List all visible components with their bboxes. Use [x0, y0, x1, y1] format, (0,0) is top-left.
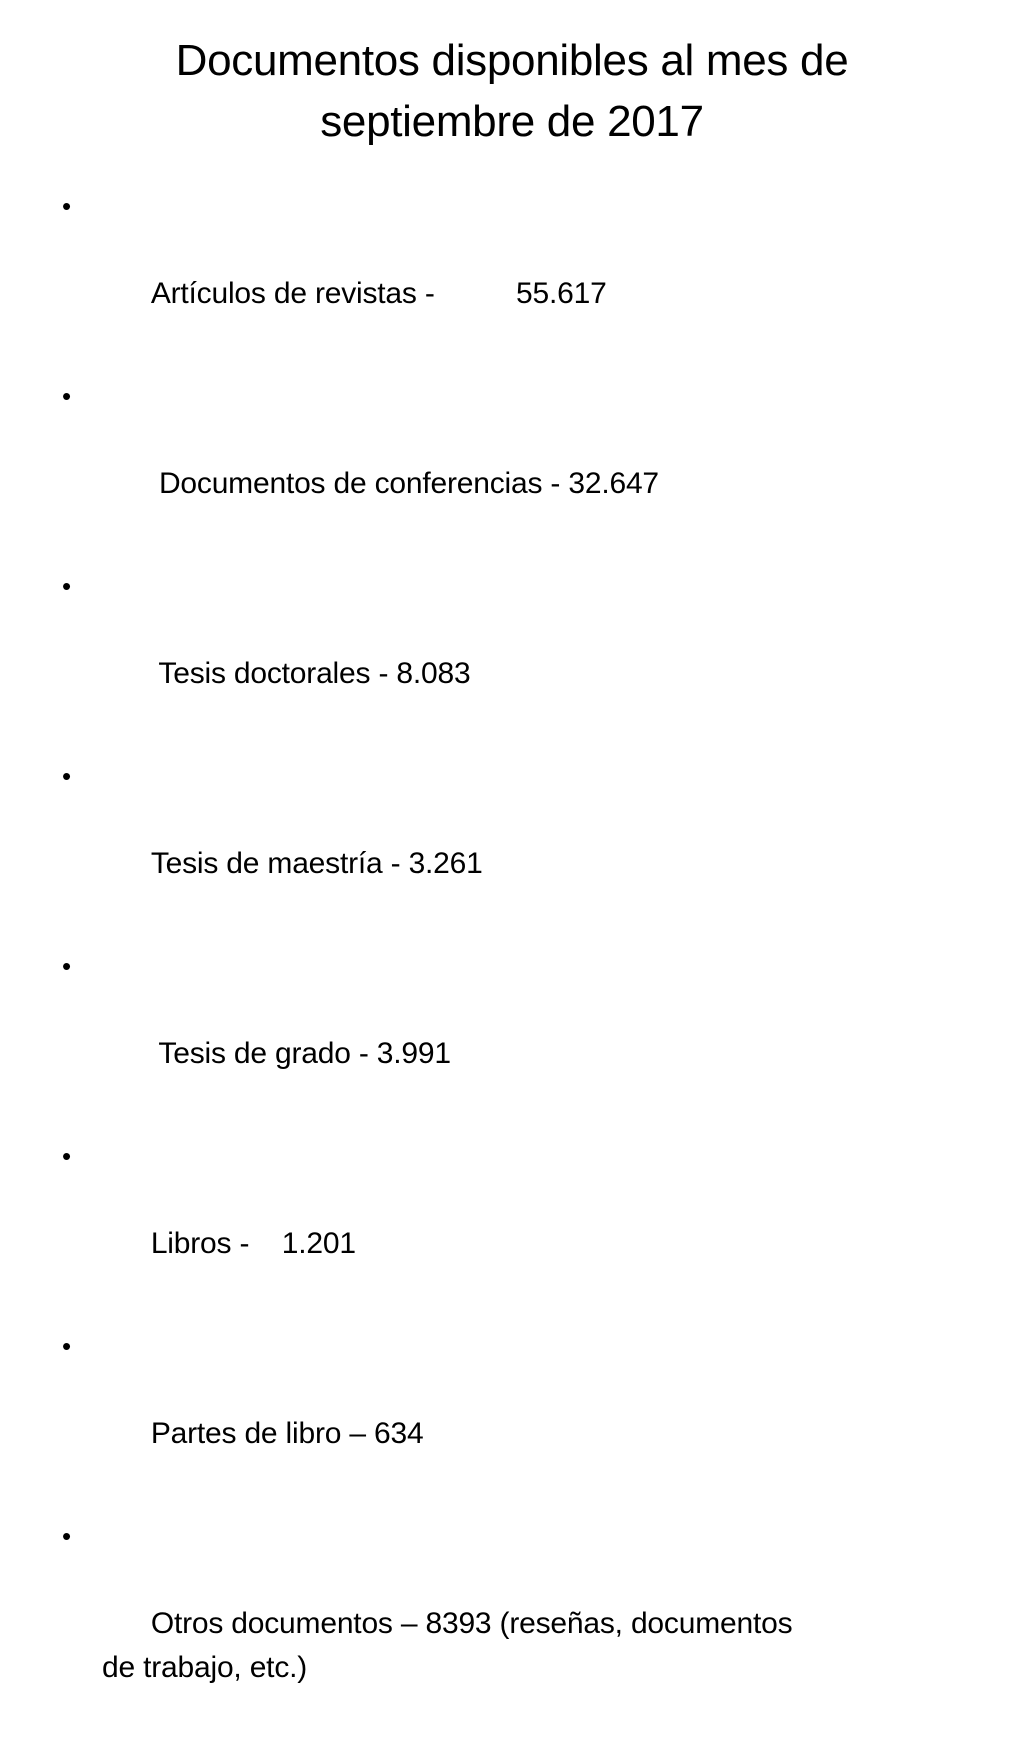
- bullet-icon: •: [62, 1521, 71, 1551]
- bullet-item: [62, 1324, 962, 1500]
- slide-title: [60, 30, 964, 152]
- bullet-icon: •: [62, 1141, 71, 1171]
- bullet-icon: •: [62, 381, 71, 411]
- bullet-item: [62, 564, 962, 740]
- slide-title-line-1: Documentos disponibles al mes de: [175, 36, 849, 85]
- bullet-icon: •: [62, 1331, 71, 1361]
- bullet-item: [62, 754, 962, 930]
- bullet-item: [62, 944, 962, 1120]
- bullet-text: Artículos de revistas - 55.617: [150, 277, 607, 310]
- bullet-text: Documentos de conferencias - 32.647: [150, 467, 659, 500]
- bullet-text: Otros documentos – 8393 (reseñas, documentos de trabajo, etc.): [102, 1607, 793, 1684]
- bullet-item: [62, 184, 962, 360]
- bullet-text: Tesis doctorales - 8.083: [150, 657, 471, 690]
- bullet-item: [62, 1514, 962, 1734]
- bullet-text: Libros - 1.201: [150, 1227, 356, 1260]
- bullet-icon: •: [62, 761, 71, 791]
- bullet-icon: •: [62, 951, 71, 981]
- bullet-text: Tesis de grado - 3.991: [150, 1037, 451, 1070]
- bullet-icon: •: [62, 571, 71, 601]
- bullet-item: [62, 1134, 962, 1310]
- bullet-list: [62, 184, 962, 1748]
- bullet-text: Tesis de maestría - 3.261: [150, 847, 483, 880]
- slide-title-line-2: septiembre de 2017: [320, 97, 704, 146]
- bullet-icon: •: [62, 191, 71, 221]
- bullet-text: Partes de libro – 634: [150, 1417, 424, 1450]
- bullet-item: [62, 374, 962, 550]
